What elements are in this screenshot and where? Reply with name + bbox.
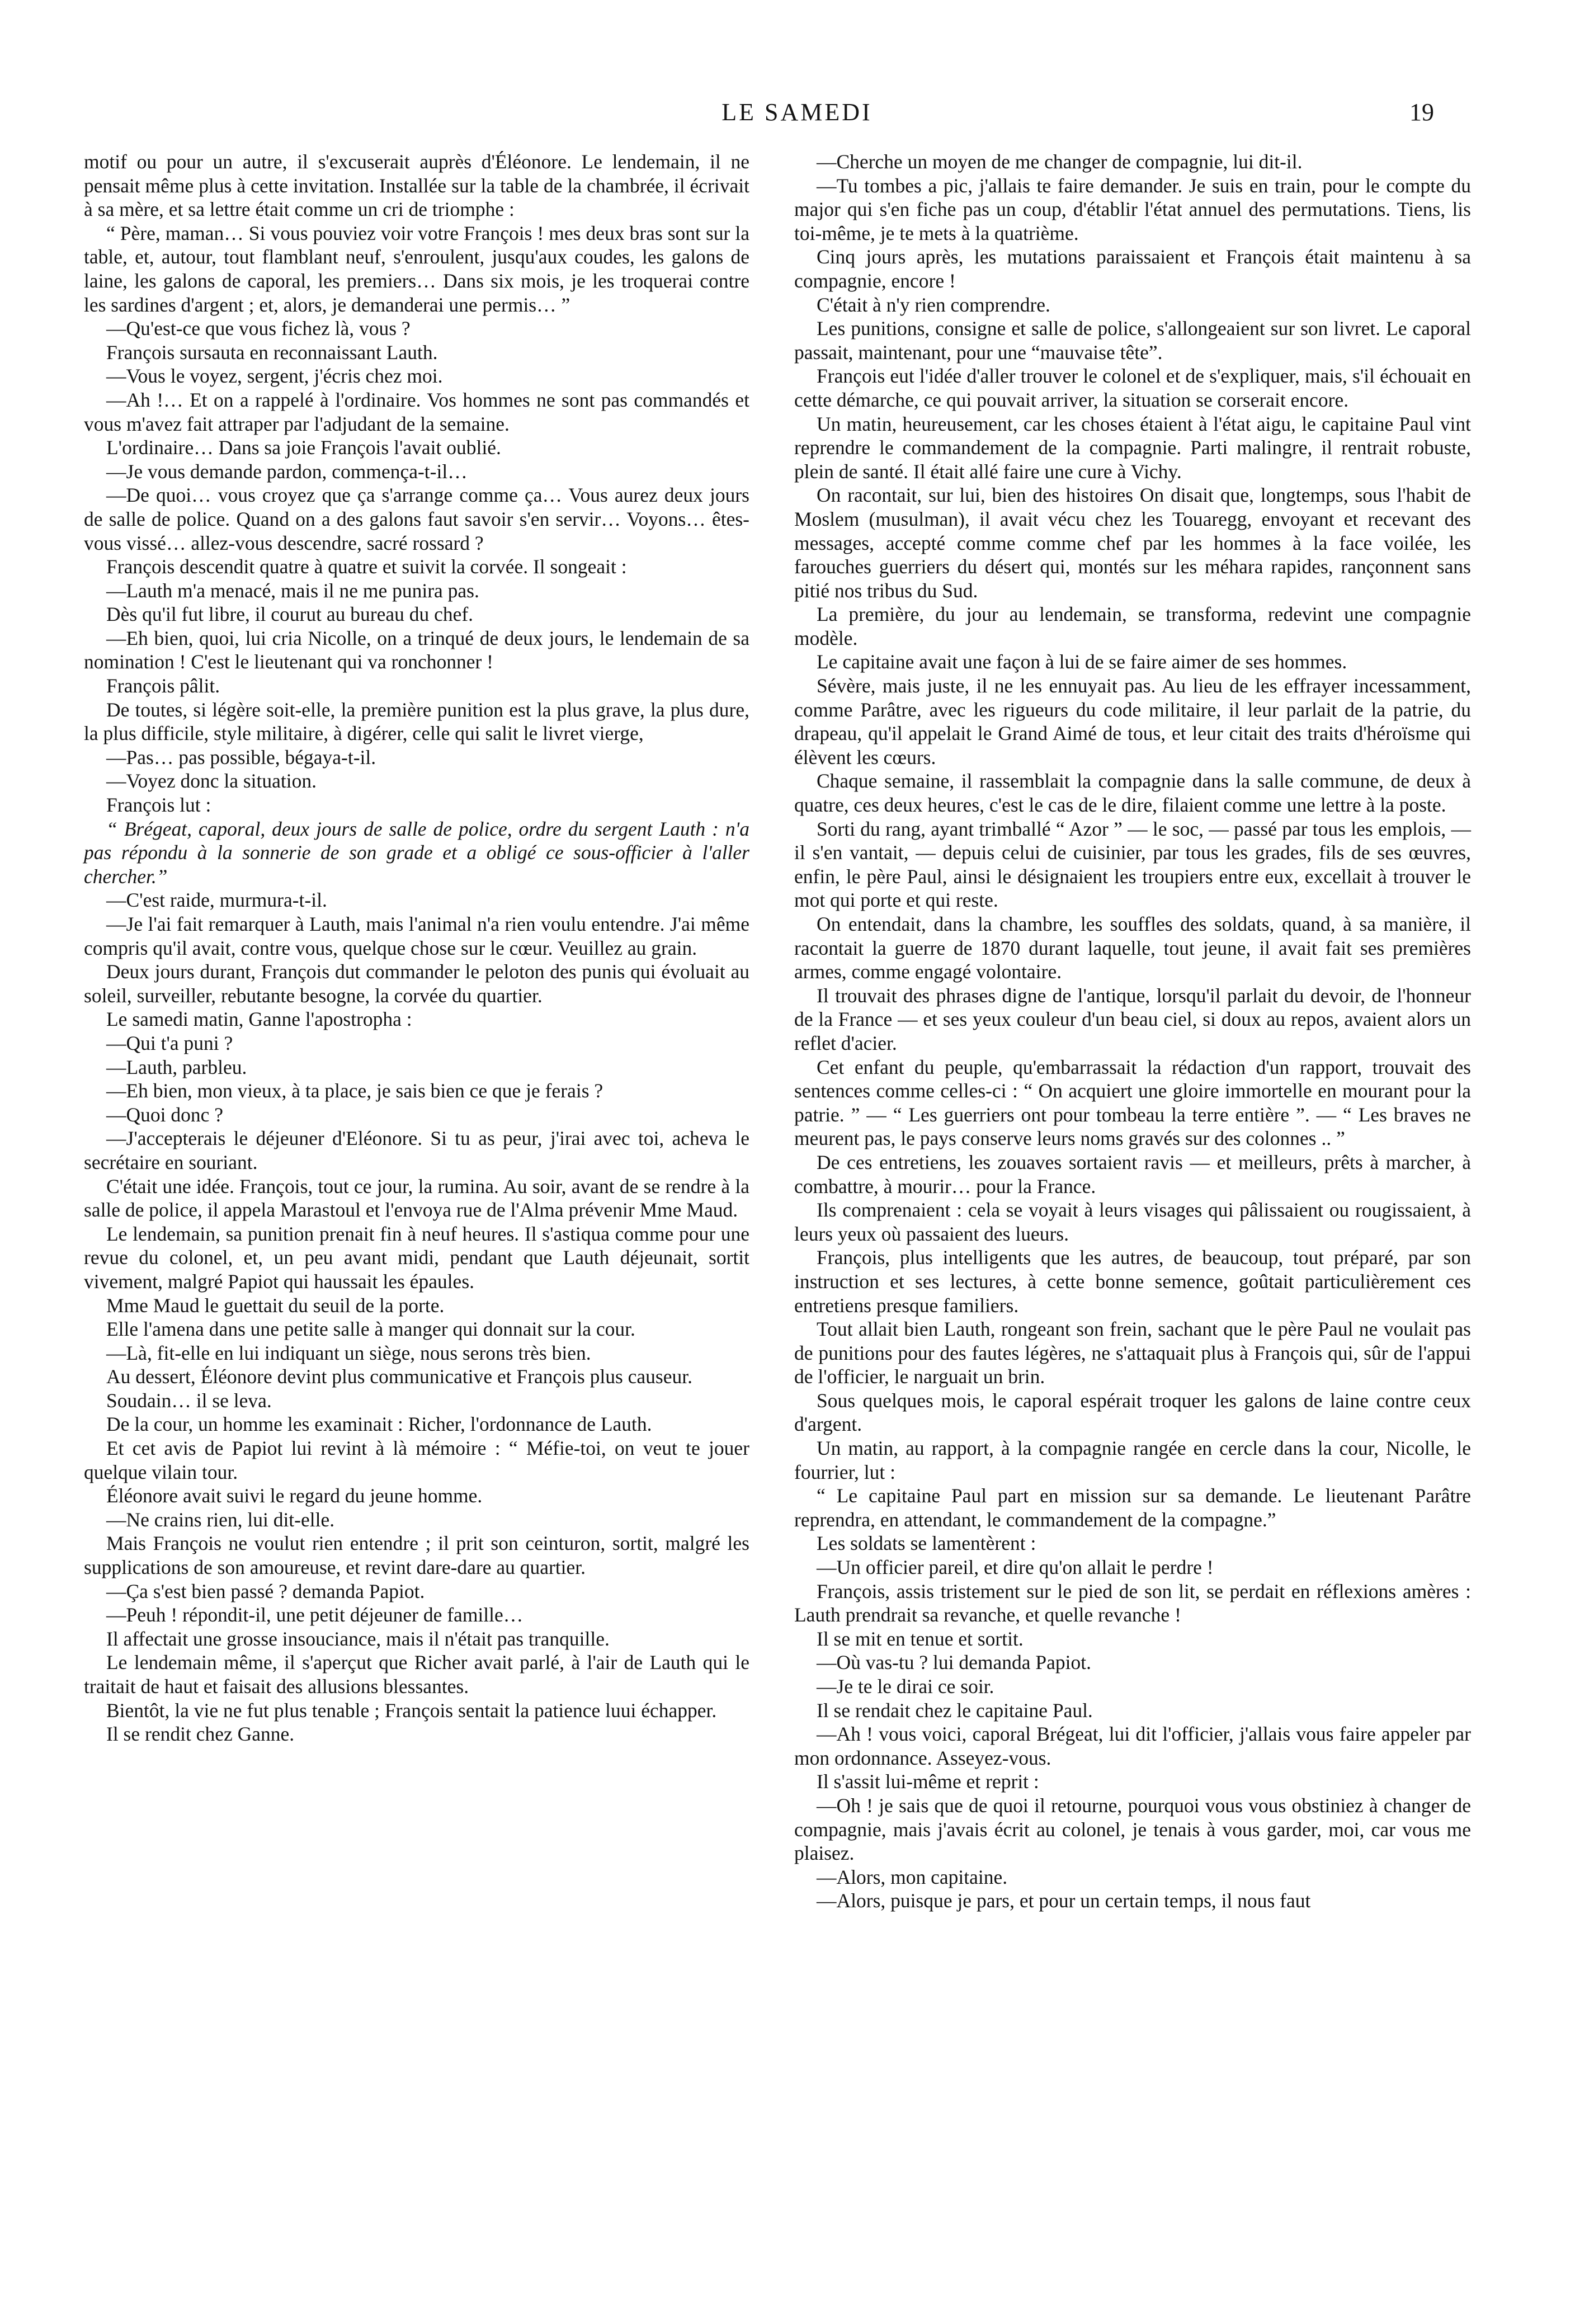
paragraph: Mais François ne voulut rien entendre ; il prit son ceinturon, sortit, malgré les supplications de son amoureuse, et revint dare-dare au quartier. [84, 1532, 749, 1579]
paragraph: —Ah !… Et on a rappelé à l'ordinaire. Vos hommes ne sont pas commandés et vous m'avez fait attraper par l'adjudant de la semaine. [84, 388, 749, 435]
paragraph: —C'est raide, murmura-t-il. [106, 889, 327, 912]
paragraph: “ Père, maman… Si vous pouviez voir votre François ! mes deux bras sont sur la table, et, autour, tout flamblant neuf, s'enroulent, jusqu'aux coudes, les galons de laine, les galons de caporal, les premiers… Dans six mois, je les troquerai contre les sardines d'argent ; et, alors, je demanderai une permis… ” [84, 221, 749, 316]
paragraph: Il s'assit lui-même et reprit : [817, 1770, 1039, 1793]
paragraph: —J'accepterais le déjeuner d'Eléonore. Si tu as peur, j'irai avec toi, acheva le secrétaire en souriant. [84, 1127, 749, 1173]
paragraph: Sorti du rang, ayant trimballé “ Azor ” — le soc, — passé par tous les emplois, — il s'en vantait, — depuis celui de cuisinier, par tous les grades, fils de ses œuvres, enfin, le père Paul, ainsi le désignaient les troupiers entre eux, excellait à trouver le mot qui porte et qui reste. [794, 817, 1471, 912]
paragraph: Mme Maud le guettait du seuil de la porte. [106, 1294, 445, 1317]
paragraph: François eut l'idée d'aller trouver le colonel et de s'expliquer, mais, s'il échouait en cette démarche, ce qui pouvait arriver, la situation se corserait encore. [794, 365, 1471, 411]
paragraph: Les soldats se lamentèrent : [817, 1532, 1036, 1555]
paragraph: Il affectait une grosse insouciance, mais il n'était pas tranquille. [106, 1627, 610, 1650]
paragraph: —Peuh ! répondit-il, une petit déjeuner de famille… [106, 1604, 524, 1627]
paragraph: Ils comprenaient : cela se voyait à leurs visages qui pâlissaient ou rougissaient, à leurs yeux où passaient des lueurs. [794, 1199, 1471, 1245]
paragraph: —Qu'est-ce que vous fichez là, vous ? [106, 317, 411, 340]
paragraph: —Eh bien, mon vieux, à ta place, je sais bien ce que je ferais ? [106, 1079, 603, 1102]
paragraph: François sursauta en reconnaissant Lauth. [106, 341, 438, 364]
paragraph: —Je te le dirai ce soir. [817, 1675, 994, 1698]
paragraph: Il se rendit chez Ganne. [106, 1723, 295, 1746]
paragraph: Cinq jours après, les mutations paraissaient et François était maintenu à sa compagnie, encore ! [794, 246, 1471, 292]
page-number: 19 [1409, 98, 1434, 126]
paragraph: Tout allait bien Lauth, rongeant son frein, sachant que le père Paul ne voulait pas de punitions pour des fautes légères, ne s'attaquait plus à François qui, sûr de l'appui de l'officier, le narguait un brin. [794, 1318, 1471, 1388]
paragraph: De toutes, si légère soit-elle, la première punition est la plus grave, la plus dure, la plus difficile, style militaire, à digérer, celle qui salit le livret vierge, [84, 698, 749, 745]
paragraph: Chaque semaine, il rassemblait la compagnie dans la salle commune, de deux à quatre, ces deux heures, c'est le cas de le dire, filaient comme une lettre à la poste. [794, 770, 1471, 817]
paragraph: Le samedi matin, Ganne l'apostropha : [106, 1008, 412, 1031]
paragraph: —Pas… pas possible, bégaya-t-il. [106, 746, 376, 769]
paragraph: —Lauth m'a menacé, mais il ne me punira pas. [106, 579, 479, 602]
right-column [794, 150, 1471, 1913]
paragraph: Le lendemain même, il s'aperçut que Richer avait parlé, à l'air de Lauth qui le traitait de haut et faisait des allusions blessantes. [84, 1651, 749, 1698]
paragraph: C'était à n'y rien comprendre. [817, 293, 1050, 316]
paragraph: —Eh bien, quoi, lui cria Nicolle, on a trinqué de deux jours, le lendemain de sa nomination ! C'est le lieutenant qui va ronchonner ! [84, 626, 749, 673]
paragraph: François pâlit. [106, 675, 220, 697]
paragraph: Il se mit en tenue et sortit. [817, 1627, 1024, 1650]
paragraph: François lut : [106, 794, 211, 817]
paragraph: De ces entretiens, les zouaves sortaient ravis — et meilleurs, prêts à marcher, à combattre, à mourir… pour la France. [794, 1151, 1471, 1198]
paragraph: L'ordinaire… Dans sa joie François l'avait oublié. [106, 436, 501, 459]
paragraph: —Oh ! je sais que de quoi il retourne, pourquoi vous vous obstiniez à changer de compagnie, mais j'avais écrit au colonel, je tenais à vous garder, moi, car vous me plaisez. [794, 1794, 1471, 1865]
paragraph: Deux jours durant, François dut commander le peloton des punis qui évoluait au soleil, surveiller, rebutante besogne, la corvée du quartier. [84, 960, 749, 1007]
paragraph: Le lendemain, sa punition prenait fin à neuf heures. Il s'astiqua comme pour une revue du colonel, et, un peu avant midi, pendant que Lauth déjeunait, sortit vivement, malgré Papiot qui haussait les épaules. [84, 1222, 749, 1293]
paragraph: —Vous le voyez, sergent, j'écris chez moi. [106, 365, 443, 388]
paragraph: Soudain… il se leva. [106, 1389, 272, 1412]
paragraph: Elle l'amena dans une petite salle à manger qui donnait sur la cour. [106, 1318, 635, 1341]
paragraph: —Alors, puisque je pars, et pour un certain temps, il nous faut [817, 1889, 1311, 1912]
paragraph: —Lauth, parbleu. [106, 1055, 247, 1078]
paragraph: François, assis tristement sur le pied de son lit, se perdait en réflexions amères : Lauth prendrait sa revanche, et quelle revanche ! [794, 1580, 1471, 1627]
paragraph: —Qui t'a puni ? [106, 1031, 233, 1054]
paragraph: —Je l'ai fait remarquer à Lauth, mais l'animal n'a rien voulu entendre. J'ai même compris qu'il avait, contre vous, quelque chose sur le cœur. Veuillez au grain. [84, 913, 749, 959]
paragraph: C'était une idée. François, tout ce jour, la rumina. Au soir, avant de se rendre à la salle de police, il appela Marastoul et l'envoya rue de l'Alma prévenir Mme Maud. [84, 1175, 749, 1222]
paragraph: Il trouvait des phrases digne de l'antique, lorsqu'il parlait du devoir, de l'honneur de la France — et ses yeux couleur d'un beau ciel, si doux au repos, avaient alors un reflet d'acier. [794, 984, 1471, 1054]
paragraph: —Un officier pareil, et dire qu'on allait le perdre ! [817, 1556, 1214, 1579]
paragraph: De la cour, un homme les examinait : Richer, l'ordonnance de Lauth. [106, 1413, 652, 1436]
page-title: LE SAMEDI [721, 98, 873, 126]
paragraph: “ Brégeat, caporal, deux jours de salle de police, ordre du sergent Lauth : n'a pas répondu à la sonnerie de son grade et a obligé ce sous-officier à l'aller chercher.” [84, 817, 749, 888]
paragraph: —De quoi… vous croyez que ça s'arrange comme ça… Vous aurez deux jours de salle de police. Quand on a des galons faut savoir s'en servir… Voyons… êtes-vous vissé… allez-vous descendre, sacré rossard ? [84, 484, 749, 554]
paragraph: Et cet avis de Papiot lui revint à là mémoire : “ Méfie-toi, on veut te jouer quelque vilain tour. [84, 1437, 749, 1483]
paragraph: Au dessert, Éléonore devint plus communicative et François plus causeur. [106, 1365, 692, 1388]
paragraph: —Où vas-tu ? lui demanda Papiot. [817, 1651, 1091, 1674]
paragraph: Un matin, au rapport, à la compagnie rangée en cercle dans la cour, Nicolle, le fourrier, lut : [794, 1437, 1471, 1483]
paragraph: —Ne crains rien, lui dit-elle. [106, 1508, 335, 1531]
paragraph: Dès qu'il fut libre, il courut au bureau du chef. [106, 603, 474, 626]
paragraph: —Tu tombes a pic, j'allais te faire demander. Je suis en train, pour le compte du major qui s'en fiche pas un coup, d'établir l'état annuel des permutations. Tiens, lis toi-même, je te mets à la quatrième. [794, 174, 1471, 244]
paragraph: “ Le capitaine Paul part en mission sur sa demande. Le lieutenant Parâtre reprendra, en attendant, le commandement de la compagne.” [794, 1484, 1471, 1531]
paragraph: Sévère, mais juste, il ne les ennuyait pas. Au lieu de les effrayer incessamment, comme Parâtre, avec les rigueurs du code militaire, il leur parlait de la patrie, du drapeau, qu'il appelait le Grand Aimé de tous, et leur citait des traits d'héroïsme qui élèvent les cœurs. [794, 675, 1471, 769]
paragraph: On entendait, dans la chambre, les souffles des soldats, quand, à sa manière, il racontait la guerre de 1870 durant laquelle, tout jeune, il avait fait ses premières armes, comme engagé volontaire. [794, 913, 1471, 983]
paragraph: —Quoi donc ? [106, 1103, 224, 1126]
paragraph: Un matin, heureusement, car les choses étaient à l'état aigu, le capitaine Paul vint reprendre le commandement de la compagnie. Parti malingre, il rentrait robuste, plein de santé. Il était allé faire une cure à Vichy. [794, 412, 1471, 483]
paragraph: On racontait, sur lui, bien des histoires On disait que, longtemps, sous l'habit de Moslem (musulman), il avait vécu chez les Touaregg, envoyant et recevant des messages, accepté comme comme chef par les hommes à la face voilée, les farouches guerriers du désert qui, montés sur les méhara rapides, rançonnent sans pitié nos tribus du Sud. [794, 484, 1471, 602]
paragraph: Cet enfant du peuple, qu'embarrassait la rédaction d'un rapport, trouvait des sentences comme celles-ci : “ On acquiert une gloire immortelle en mourant pour la patrie. ” — “ Les guerriers ont pour tombeau la terre entière ”. — “ Les braves ne meurent pas, le pays conserve leurs noms gravés sur des colonnes .. ” [794, 1055, 1471, 1150]
paragraph: François descendit quatre à quatre et suivit la corvée. Il songeait : [106, 555, 627, 578]
paragraph: Il se rendait chez le capitaine Paul. [817, 1699, 1093, 1722]
paragraph: motif ou pour un autre, il s'excuserait auprès d'Éléonore. Le lendemain, il ne pensait même plus à cette invitation. Installée sur la table de la chambrée, il écrivait à sa mère, et sa lettre était comme un cri de triomphe : [84, 150, 749, 221]
paragraph: —Alors, mon capitaine. [817, 1865, 1008, 1888]
paragraph: —Ah ! vous voici, caporal Brégeat, lui dit l'officier, j'allais vous faire appeler par mon ordonnance. Asseyez-vous. [794, 1723, 1471, 1769]
paragraph: La première, du jour au lendemain, se transforma, redevint une compagnie modèle. [794, 603, 1471, 649]
left-column [84, 150, 749, 1746]
paragraph: Le capitaine avait une façon à lui de se faire aimer de ses hommes. [817, 650, 1347, 673]
paragraph: Sous quelques mois, le caporal espérait troquer les galons de laine contre ceux d'argent. [794, 1389, 1471, 1436]
paragraph: —Cherche un moyen de me changer de compagnie, lui dit-il. [817, 150, 1303, 173]
paragraph: —Là, fit-elle en lui indiquant un siège, nous serons très bien. [106, 1341, 591, 1364]
paragraph: —Voyez donc la situation. [106, 770, 317, 793]
paragraph: François, plus intelligents que les autres, de beaucoup, tout préparé, par son instruction et ses lectures, à cette bonne semence, goûtait particulièrement ces entretiens presque familiers. [794, 1246, 1471, 1317]
paragraph: Les punitions, consigne et salle de police, s'allongeaient sur son livret. Le caporal passait, maintenant, pour une “mauvaise tête”. [794, 317, 1471, 364]
paragraph: Éléonore avait suivi le regard du jeune homme. [106, 1484, 483, 1507]
paragraph: Bientôt, la vie ne fut plus tenable ; François sentait la patience luui échapper. [106, 1699, 717, 1722]
paragraph: —Ça s'est bien passé ? demanda Papiot. [106, 1580, 425, 1602]
paragraph: —Je vous demande pardon, commença-t-il… [106, 460, 468, 483]
